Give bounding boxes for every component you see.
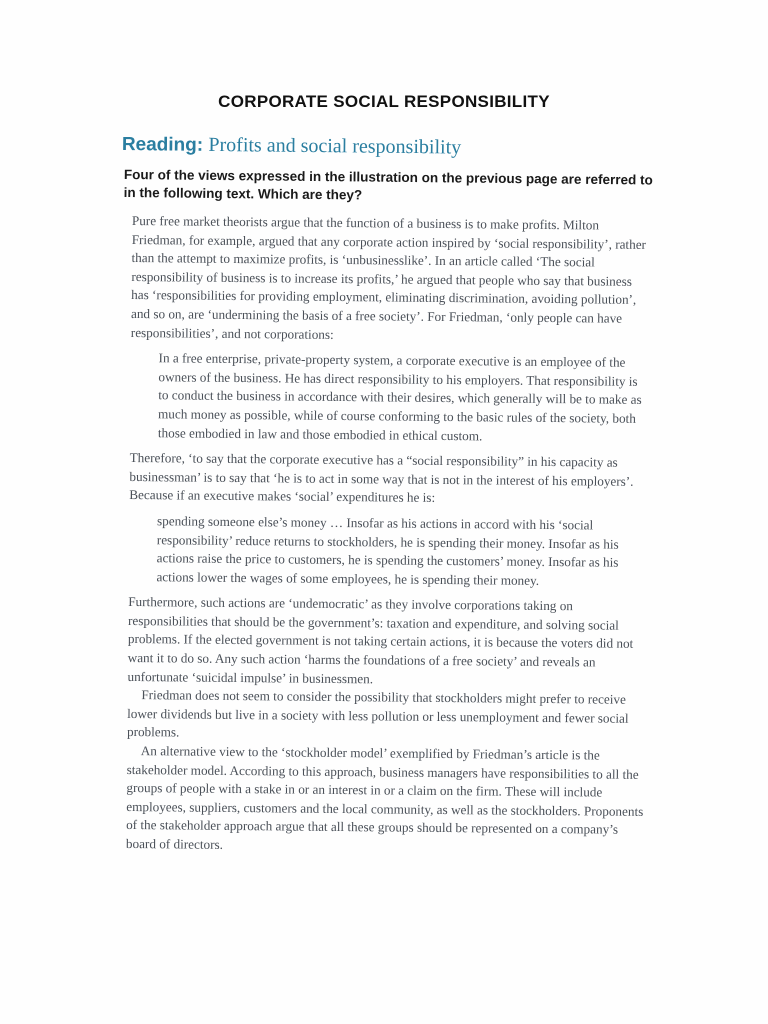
quote-spending-money: spending someone else’s money … Insofar as his actions in accord with his ‘social responsibility’ reduce returns to stockholders, he is spending their money. Insofar as his actions raise the price to customers, he is spending the customers’ money. Insofar as his actions lower the wages of some employees, he is spending their money. (156, 513, 619, 588)
paragraph-stakeholder: An alternative view to the ‘stockholder model’ exemplified by Friedman’s article is the stakeholder model. According to this approach, business managers have responsibilities to all the groups of people with a stake in or an interest in or a claim on the firm. These will include employees, suppliers, customers and the local community, as well as the stockholders. Proponents of the stakeholder approach argue that all these groups should be represented on a company’s board of directors. (125, 743, 644, 852)
reading-subtitle: Profits and social responsibility (208, 133, 462, 159)
paragraph-friedman-critique: Friedman does not seem to consider the possibility that stockholders might prefer to receive lower dividends but live in a society with less pollution or less unemployment and fewer social problems. (126, 687, 629, 740)
reading-label: Reading: (121, 133, 204, 156)
page-title: CORPORATE SOCIAL RESPONSIBILITY (218, 92, 550, 111)
article-body (126, 212, 652, 859)
reading-heading (122, 133, 462, 160)
reading-question: Four of the views expressed in the illustration on the previous page are referred to in the following text. Which are they? (123, 166, 653, 203)
quote-friedman-executive: In a free enterprise, private-property system, a corporate executive is an employee of the owners of the business. He has direct responsibility to his employers. That responsibility is to conduct the business in accordance with their desires, which generally will be to make as much money as possible, while of course conforming to the basic rules of the society, both those embodied in law and those embodied in ethical custom. (157, 350, 642, 443)
paragraph-undemocratic: Furthermore, such actions are ‘undemocratic’ as they involve corporations taking on responsibilities that should be the government’s: taxation and expenditure, and solving social problems. If the elected government is not taking certain actions, it is because the voters did not want it to do so. Any such action ‘harms the foundations of a free society’ and reveals an unfortunate ‘suicidal impulse’ in businessmen. (127, 594, 634, 686)
paragraph-intro: Pure free market theorists argue that the function of a business is to make profits. Milton Friedman, for example, argued that any corporate action inspired by ‘social responsibility’, rather than the attempt to maximize profits, is ‘unbusinesslike’. In an article called ‘The social responsibility of business is to increase its profits,’ he argued that people who say that business has ‘responsibilities for providing employment, eliminating discrimination, avoiding pollution’, and so on, are ‘undermining the basis of a free society’. For Friedman, ‘only people can have responsibilities’, and not corporations: (130, 212, 647, 342)
paragraph-therefore: Therefore, ‘to say that the corporate executive has a “social responsibility” in his capacity as businessman’ is to say that ‘he is to act in some way that is not in the interest of his employers’. Because if an executive makes ‘social’ expenditures he is: (129, 450, 634, 506)
